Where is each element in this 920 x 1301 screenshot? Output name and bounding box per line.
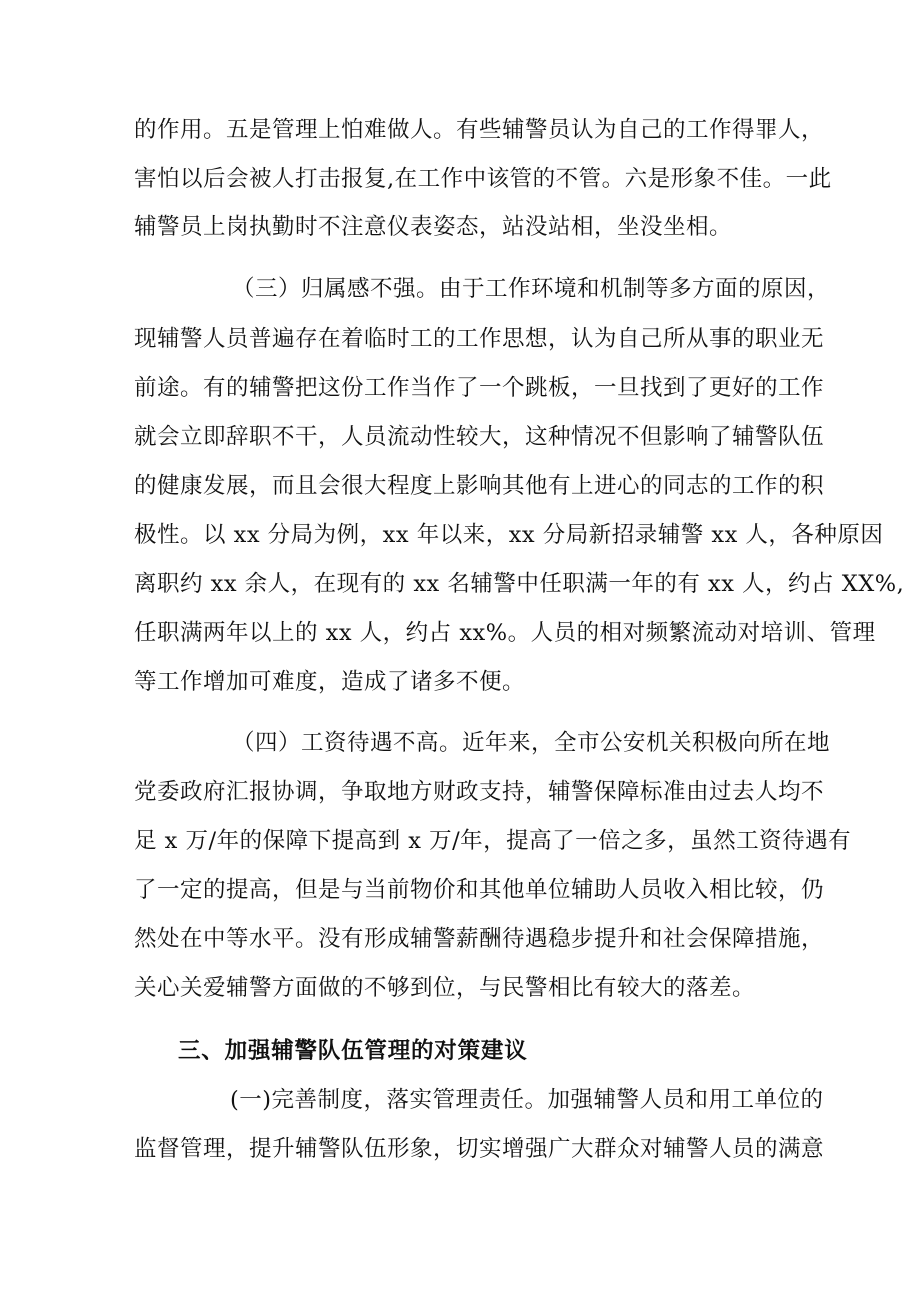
- text-line: 了一定的提高，但是与当前物价和其他单位辅助人员收入相比较，仍: [134, 877, 825, 903]
- text-line: 就会立即辞职不干，人员流动性较大，这种情况不但影响了辅警队伍: [134, 424, 825, 450]
- text-line: 然处在中等水平。没有形成辅警薪酬待遇稳步提升和社会保障措施，: [134, 926, 825, 952]
- text-line: 的健康发展，而且会很大程度上影响其他有上进心的同志的工作的积: [134, 473, 825, 499]
- text-line: 前途。有的辅警把这份工作当作了一个跳板，一旦找到了更好的工作: [134, 375, 825, 401]
- text-line: 离职约 xx 余人，在现有的 xx 名辅警中任职满一年的有 xx 人，约占 XX%,: [134, 571, 905, 597]
- text-line: 极性。以 xx 分局为例，xx 年以来，xx 分局新招录辅警 xx 人，各种原因: [134, 522, 884, 548]
- text-line: 足 x 万/年的保障下提高到 x 万/年，提高了一倍之多，虽然工资待遇有: [134, 828, 852, 854]
- section-paragraph-start: （三）归属感不强。由于工作环境和机制等多方面的原因，: [232, 276, 831, 302]
- text-line: 害怕以后会被人打击报复,在工作中该管的不管。六是形象不佳。一此: [134, 166, 832, 192]
- section-paragraph-start: (一)完善制度，落实管理责任。加强辅警人员和用工单位的: [230, 1087, 824, 1113]
- text-line: 辅警员上岗执勤时不注意仪表姿态，站没站相，坐没坐相。: [134, 214, 733, 240]
- text-line: 监督管理，提升辅警队伍形象，切实增强广大群众对辅警人员的满意: [134, 1136, 825, 1162]
- text-line: 现辅警人员普遍存在着临时工的工作思想，认为自己所从事的职业无: [134, 326, 825, 352]
- text-line: 等工作增加可难度，造成了诸多不便。: [134, 669, 526, 695]
- section-heading: 三、加强辅警队伍管理的对策建议: [178, 1038, 528, 1064]
- section-paragraph-start: （四）工资待遇不高。近年来，全市公安机关积极向所在地: [232, 730, 831, 756]
- text-line: 党委政府汇报协调，争取地方财政支持，辅警保障标准由过去人均不: [134, 779, 825, 805]
- text-line: 关心关爱辅警方面做的不够到位，与民警相比有较大的落差。: [134, 975, 756, 1001]
- text-line: 的作用。五是管理上怕难做人。有些辅警员认为自己的工作得罪人，: [134, 117, 825, 143]
- text-line: 任职满两年以上的 xx 人，约占 xx%。人员的相对频繁流动对培训、管理: [134, 620, 876, 646]
